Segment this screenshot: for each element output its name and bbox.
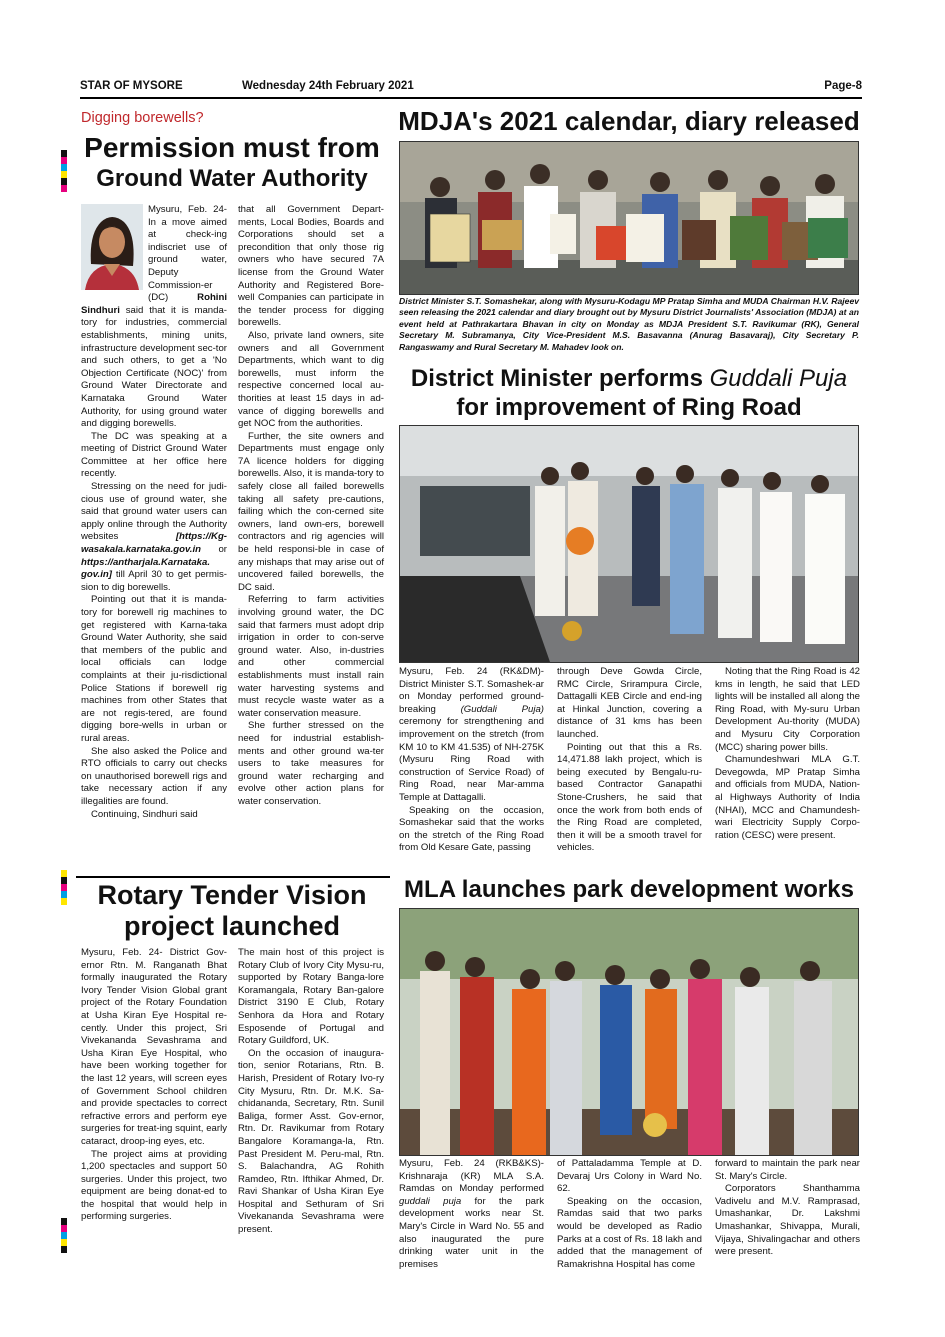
calendar-release-photo: [399, 141, 859, 295]
woman-portrait-icon: [81, 204, 143, 290]
article4-headline-line1: Rotary Tender Vision: [97, 880, 367, 910]
article3-headline-line1: District Minister performs Guddali Puja: [410, 365, 848, 392]
article1-column-1: Mysuru, Feb. 24- In a move aimed at check-ing indiscriet use of ground water, Deputy Commission-er (DC) Rohini Sindhuri said that it is manda-tory for industries, commercial establishments, mining units, infrastructure development sec-tor and such others, to get a 'No Objection Certificate (NOC)' from Ground Water Directorate and Karnataka Ground Water Authority, for using ground water and digging borewells. The DC was speaking at a meeting of District Ground Water Committee at her office here recently. Stressing on the need for judi-cious use of ground water, she said that ground water users can apply online through the Authority websites [https://Kg-wasakala.karnataka.gov.in or https://antharjala.Karnataka. gov.in] till April 30 to get permis-sion to dig borewells. Pointing out that it is manda-tory for borewell rig machines to get registered with Karna-taka Ground Water Authority, she said that members of the public and local officials can lodge complaints at their ju-risdictional Police Stations if borewell rig machines from other States that are not regis-tered, are found digging bore-wells in urban or rural areas. She also asked the Police and RTO officials to carry out checks on unauthorised borewell rigs and take necessary action if any illegalities are found. Continuing, Sindhuri said: [81, 204, 227, 820]
article3-column-3: Noting that the Ring Road is 42 kms in length, he said that LED lights will be installed all along the Ring Road, with My-suru Urban Development Au-thority (MUDA) and Mysuru City Corporation (MCC) sharing power bills. Chamundeshwari MLA G.T. Devegowda, MP Pratap Simha and officials from MUDA, Nation-al Highways Authority of India (NHAI), MCC and Chamundesh-wari Electricity Supply Corpo-ration (CESC) were present.: [715, 666, 860, 841]
masthead: [80, 80, 862, 96]
article5-column-1: Mysuru, Feb. 24 (RKB&KS)- Krishnaraja (KR) MLA S.A. Ramdas on Monday performed guddali puja for the park development works near St. Mary's Circle in Ward No. 55 and also inaugurated the pure drinking water unit in the premises: [399, 1158, 544, 1270]
group-photo-calendar-release-icon: [400, 142, 858, 294]
article5-column-2: of Pattaladamma Temple at D. Devaraj Urs Colony in Ward No. 62. Speaking on the occasion, Ramdas said that two parks would be developed as Radio Parks at a cost of Rs. 18 lakh and added that the management of Ramakrishna Hospital has come: [557, 1158, 702, 1270]
article1-column-2: that all Government Depart-ments, Local Bodies, Boards and Corporations should set a precondition that only those rig owners who have secured 7A license from the Ground Water Authority and Registered Bore-well Companies can participate in the tender process for digging borewells. Also, private land owners, site owners and all Government Departments, which want to dig borewells, must inform the respective concerned local au-thorities at least 15 days in ad-vance of digging borewells and get NOC from the authorities. Further, the site owners and Departments must engage only 7A licence holders for digging borewells. Also, it is manda-tory to safely close all failed borewells taking all safety pre-cautions, failing which the con-cerned site owners, land own-ers, borewell contractors and rig agencies will be held responsi-ble in case of any mishaps that may arise out of uncovered failed borewells, the DC said. Referring to farm activities involving ground water, the DC said that farmers must adopt drip irrigation in order to con-serve ground water. Also, in-dustries and other commercial establishments must install rain water harvesting systems and must recycle waste water as a water conservation measure. She further stressed on the need for industrial establish-ments and other ground wa-ter users to take measures for ground water recharging and evolve other action plans for water conservation.: [238, 204, 384, 807]
article3-column-2: through Deve Gowda Circle, RMC Circle, Srirampura Circle, Dattagalli KEB Circle and end-ing at Hinkal Junction, covering a distance of 31 kms has been launched. Pointing out that this a Rs. 14,471.88 lakh project, which is being executed by Bengalu-ru-based Contractor Ganapathi Stone-Crushers, he said that once the work from both ends of the Ring Road are completed, then it will be a smooth travel for vehicles.: [557, 666, 702, 854]
ring-road-puja-photo: [399, 425, 859, 663]
masthead-rule: [80, 97, 862, 99]
article4-headline-line2: project launched: [123, 911, 341, 941]
article5-column-3: forward to maintain the park near St. Mary's Circle. Corporators Shanthamma Vadivelu and M.V. Ramprasad, Umashankar, Dr. Lakshmi Umashankar, Shivappa, Murali, Vijaya, Shivalingachar and others were present.: [715, 1158, 860, 1258]
newspaper-name: STAR OF MYSORE: [80, 80, 183, 92]
article3-column-1: Mysuru, Feb. 24 (RK&DM)- District Minister S.T. Somashek-ar on Monday performed ground-breaking (Guddali Puja) ceremony for strengthening and improvement on the stretch (from KM 10 to KM 41.535) of NH-275K (Mysuru Ring Road with construction of Service Road) of Ring Road, near Mar-amma Temple at Dattagalli. Speaking on the occasion, Somashekar said that the works on the stretch of the Ring Road from Old Kesare Gate, passing: [399, 666, 545, 854]
article-divider: [76, 876, 390, 878]
park-inauguration-icon: [400, 909, 858, 1155]
article1-kicker: Digging borewells?: [81, 110, 204, 126]
registration-marks-middle: [61, 870, 67, 905]
registration-marks-bottom: [61, 1218, 67, 1253]
calendar-photo-caption: District Minister S.T. Somashekar, along with Mysuru-Kodagu MP Pratap Simha and MUDA Chairman H.V. Rajeev seen releasing the 2021 calendar and diary brought out by Mysuru District Journalists' Association (MDJA) at an event held at Pathrakartara Bhavan in city on Monday as MDJA President S.T. Ravikumar (RK), General Secretary M. Subramanya, City Vice-President M.S. Basavanna (Anurag Basavaraj), City Secretary P. Rangaswamy and Rural Secretary M. Mahadev look on.: [399, 296, 859, 352]
article5-headline: MLA launches park development works: [404, 876, 854, 903]
registration-marks-top: [61, 150, 67, 192]
issue-date: Wednesday 24th February 2021: [242, 80, 414, 92]
article4-column-1: Mysuru, Feb. 24- District Gov-ernor Rtn. M. Ranganath Bhat formally inaugurated the Rotary Ivory Tender Vision Global grant project of the Rotary Foundation at Usha Kiran Eye Hospital re-cently. Under this project, Sri Vivekananda Sevashrama and Usha Kiran Eye Hospital, who have been working together for the last 12 years, will screen eyes of Government School children and provide spectacles to correct refractive errors and perform eye surgeries for treat-ing squint, early cataract, droop-ing eyes, etc. The project aims at providing 1,200 spectacles and support 50 surgeries. Under this project, two equipment are being donat-ed to the hospital that would help in performing surgeries.: [81, 947, 227, 1223]
article2-headline: MDJA's 2021 calendar, diary released: [398, 106, 860, 136]
article1-headline-line2: Ground Water Authority: [96, 165, 368, 192]
page-number: Page-8: [824, 80, 862, 92]
road-puja-ceremony-icon: [400, 426, 858, 662]
article4-column-2: The main host of this project is Rotary Club of Ivory City Mysu-ru, supported by Rotary Banga-lore Koramangala, Rotary Ban-galore District 3190 E Club, Rotary Senhora da Hora and Rotary Esposende of Portugal and Rotary Guildford, UK. On the occasion of inaugura-tion, senior Rotarians, Rtn. B. Harish, President of Rotary Ivo-ry City Mysuru, Rtn. Dr. M.K. Sa-chidananda, Secretary, Rtn. Sunil Baliga, former Asst. Gov-ernor, Rtn. Dr. Ravikumar from Rotary Bangalore Koramanga-la, Rtn. Past President M. Peru-mal, Rtn. S. Balachandra, AG Rohith Ramdeo, Rtn. Ifthikar Ahmed, Dr. Ravi Shankar of Usha Kiran Eye Hospital and Sethuram of Sri Vivekananda Sevashrama were present.: [238, 947, 384, 1236]
article1-headline-line1: Permission must from: [84, 132, 380, 163]
article3-headline-line2: for improvement of Ring Road: [456, 394, 802, 421]
park-development-photo: [399, 908, 859, 1156]
portrait-photo: [81, 204, 143, 290]
